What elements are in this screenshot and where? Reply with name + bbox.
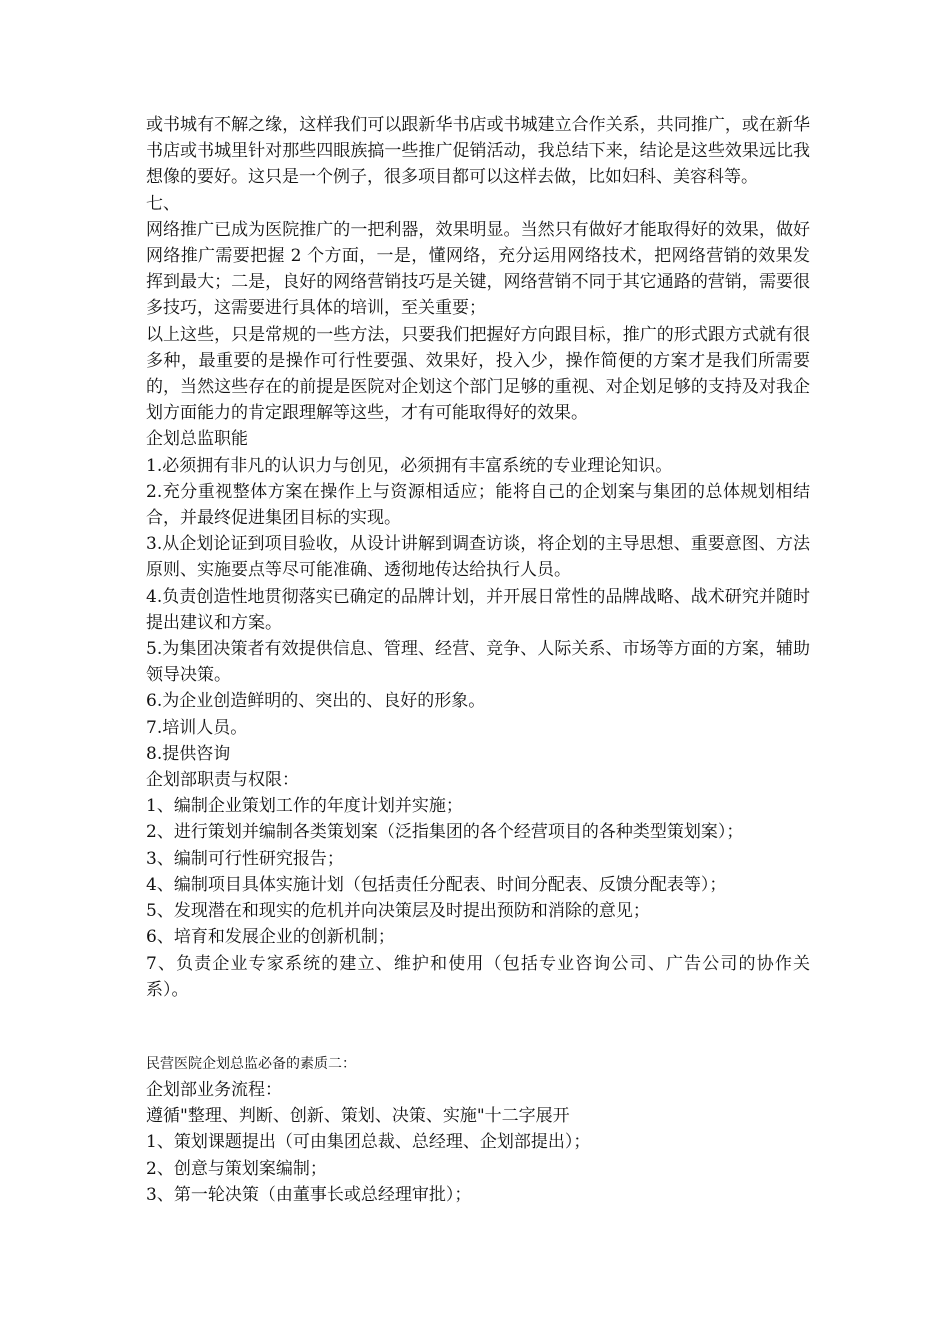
process-item: 3、第一轮决策（由董事长或总经理审批）； [146, 1184, 472, 1205]
director-item: 7.培训人员。 [146, 717, 248, 738]
section-two-heading: 民营医院企划总监必备的素质二： [146, 1055, 356, 1072]
paragraph-online-promotion: 网络推广已成为医院推广的一把利器，效果明显。当然只有做好才能取得好的效果，做好网络推广需要把握 2 个方面，一是，懂网络，充分运用网络技术，把网络营销的效果发挥到最大；二是，良好的网络营销技巧是关键，网络营销不同于其它通路的营销，需要很多技巧，这需要进行具体的培训，至关重要； [146, 219, 810, 319]
process-item: 1、策划课题提出（可由集团总裁、总经理、企划部提出）； [146, 1132, 591, 1153]
process-item: 2、创意与策划案编制； [146, 1158, 327, 1179]
dept-item: 5、发现潜在和现实的危机并向决策层及时提出预防和消除的意见； [146, 901, 650, 922]
director-item: 1.必须拥有非凡的认识力与创见，必须拥有丰富系统的专业理论知识。 [146, 455, 673, 476]
director-item: 6.为企业创造鲜明的、突出的、良好的形象。 [146, 691, 486, 712]
dept-item: 2、进行策划并编制各类策划案（泛指集团的各个经营项目的各种类型策划案）； [146, 822, 744, 843]
director-item: 3.从企划论证到项目验收，从设计讲解到调查访谈，将企划的主导思想、重要意图、方法原则、实施要点等尽可能准确、透彻地传达给执行人员。 [146, 534, 810, 581]
paragraph-summary: 以上这些，只是常规的一些方法，只要我们把握好方向跟目标，推广的形式跟方式就有很多种，最重要的是操作可行性要强、效果好，投入少，操作简便的方案才是我们所需要的，当然这些存在的前提是医院对企划这个部门足够的重视、对企划足够的支持及对我企划方面能力的肯定跟理解等这些，才有可能取得好的效果。 [146, 324, 810, 424]
dept-item: 6、培育和发展企业的创新机制； [146, 927, 395, 948]
process-intro: 遵循"整理、判断、创新、策划、决策、实施"十二字展开 [146, 1106, 570, 1127]
section-number-seven: 七、 [146, 193, 180, 214]
dept-item: 4、编制项目具体实施计划（包括责任分配表、时间分配表、反馈分配表等）； [146, 874, 727, 895]
dept-item: 3、编制可行性研究报告； [146, 848, 344, 869]
director-item: 8.提供咨询 [146, 743, 231, 764]
paragraph-bookstore: 或书城有不解之缘，这样我们可以跟新华书店或书城建立合作关系，共同推广，或在新华书店或书城里针对那些四眼族搞一些推广促销活动，我总结下来，结论是这些效果远比我想像的要好。这只是一个例子，很多项目都可以这样去做，比如妇科、美容科等。 [146, 115, 810, 188]
process-title: 企划部业务流程： [146, 1079, 282, 1100]
dept-item: 1、编制企业策划工作的年度计划并实施； [146, 796, 463, 817]
director-functions-title: 企划总监职能 [146, 429, 248, 450]
dept-duties-title: 企划部职责与权限： [146, 770, 299, 791]
director-item: 4.负责创造性地贯彻落实已确定的品牌计划，并开展日常性的品牌战略、战术研究并随时提出建议和方案。 [146, 586, 810, 633]
dept-item: 7、负责企业专家系统的建立、维护和使用（包括专业咨询公司、广告公司的协作关系）。 [146, 953, 810, 1000]
director-item: 5.为集团决策者有效提供信息、管理、经营、竞争、人际关系、市场等方面的方案，辅助领导决策。 [146, 639, 810, 686]
document-body [146, 112, 810, 1208]
section-spacer [146, 1003, 810, 1051]
director-item: 2.充分重视整体方案在操作上与资源相适应；能将自己的企划案与集团的总体规划相结合，并最终促进集团目标的实现。 [146, 481, 810, 529]
